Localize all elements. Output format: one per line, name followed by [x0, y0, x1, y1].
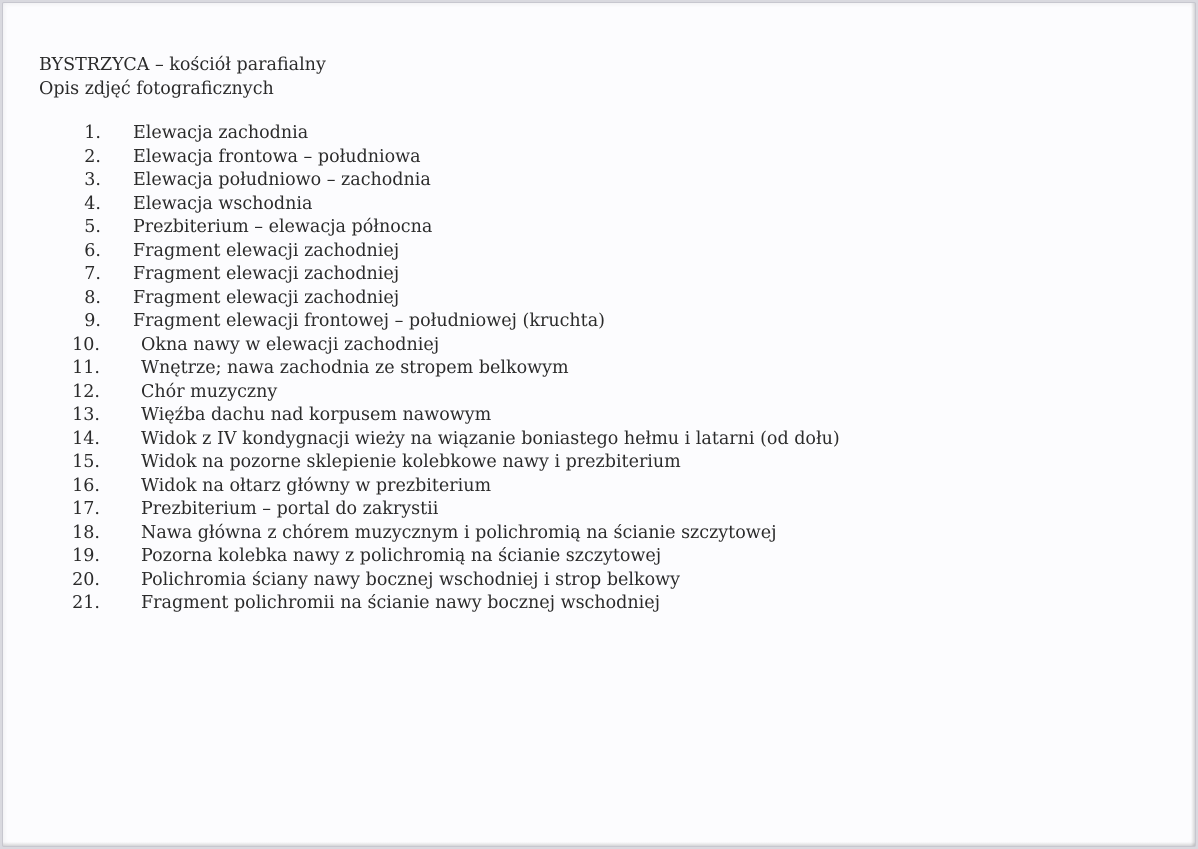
list-item-description: Prezbiterium – portal do zakrystii [141, 499, 439, 519]
list-item-description: Widok na ołtarz główny w prezbiterium [141, 475, 492, 496]
document-heading [39, 54, 326, 101]
list-item-description: Więźba dachu nad korpusem nawowym [141, 405, 492, 425]
list-item-number: 14. [72, 428, 100, 449]
document-subtitle: Opis zdjęć fotograficznych [39, 78, 274, 99]
list-item-number: 7. [84, 264, 101, 284]
document-title: BYSTRZYCA – kościół parafialny [39, 55, 326, 75]
list-item-number: 13. [72, 405, 100, 425]
list-item-number: 3. [84, 170, 101, 190]
list-item-number: 17. [72, 499, 100, 519]
list-item-description: Elewacja zachodnia [133, 123, 309, 143]
list-item-description: Fragment elewacji frontowej – południowej (kruchta) [133, 311, 605, 331]
scan-edge-shadow-bottom [3, 842, 1195, 846]
list-item-description: Widok na pozorne sklepienie kolebkowe nawy i prezbiterium [141, 452, 681, 472]
list-item-number: 5. [84, 217, 101, 237]
list-item-number: 2. [84, 146, 101, 167]
list-item-number: 10. [72, 334, 100, 355]
list-item-number: 20. [72, 569, 100, 590]
list-item-description: Wnętrze; nawa zachodnia ze stropem belkowym [141, 358, 569, 378]
list-item-description: Nawa główna z chórem muzycznym i polichromią na ścianie szczytowej [141, 522, 777, 543]
list-item-description: Elewacja południowo – zachodnia [133, 170, 431, 190]
list-item-number: 19. [72, 546, 100, 566]
list-item-description: Fragment polichromii na ścianie nawy bocznej wschodniej [141, 593, 661, 613]
list-item-description: Prezbiterium – elewacja północna [133, 217, 433, 237]
list-item-description: Chór muzyczny [141, 381, 278, 402]
list-item-number: 8. [84, 287, 101, 308]
list-item-number: 18. [72, 522, 100, 543]
document-sheet [2, 2, 1196, 847]
list-item-description: Polichromia ściany nawy bocznej wschodniej i strop belkowy [141, 569, 680, 590]
list-item-description: Elewacja frontowa – południowa [133, 146, 421, 167]
list-item-description: Pozorna kolebka nawy z polichromią na ścianie szczytowej [141, 546, 662, 566]
list-item-number: 21. [72, 593, 100, 613]
list-item-number: 16. [72, 475, 100, 496]
list-item-number: 4. [84, 193, 101, 214]
list-item-description: Widok z IV kondygnacji wieży na wiązanie boniastego hełmu i latarni (od dołu) [141, 428, 840, 449]
list-item-description: Fragment elewacji zachodniej [133, 287, 400, 308]
list-item-description: Fragment elewacji zachodniej [133, 264, 400, 284]
list-item-number: 1. [84, 123, 101, 143]
scan-edge-shadow-right [1191, 3, 1195, 846]
list-item-number: 6. [84, 240, 101, 261]
list-item-description: Elewacja wschodnia [133, 193, 313, 214]
list-item-description: Okna nawy w elewacji zachodniej [141, 334, 440, 355]
list-item-number: 9. [84, 311, 101, 331]
list-item-number: 11. [72, 358, 100, 378]
list-item-number: 15. [72, 452, 100, 472]
list-item-number: 12. [72, 381, 100, 402]
list-item-description: Fragment elewacji zachodniej [133, 240, 400, 261]
